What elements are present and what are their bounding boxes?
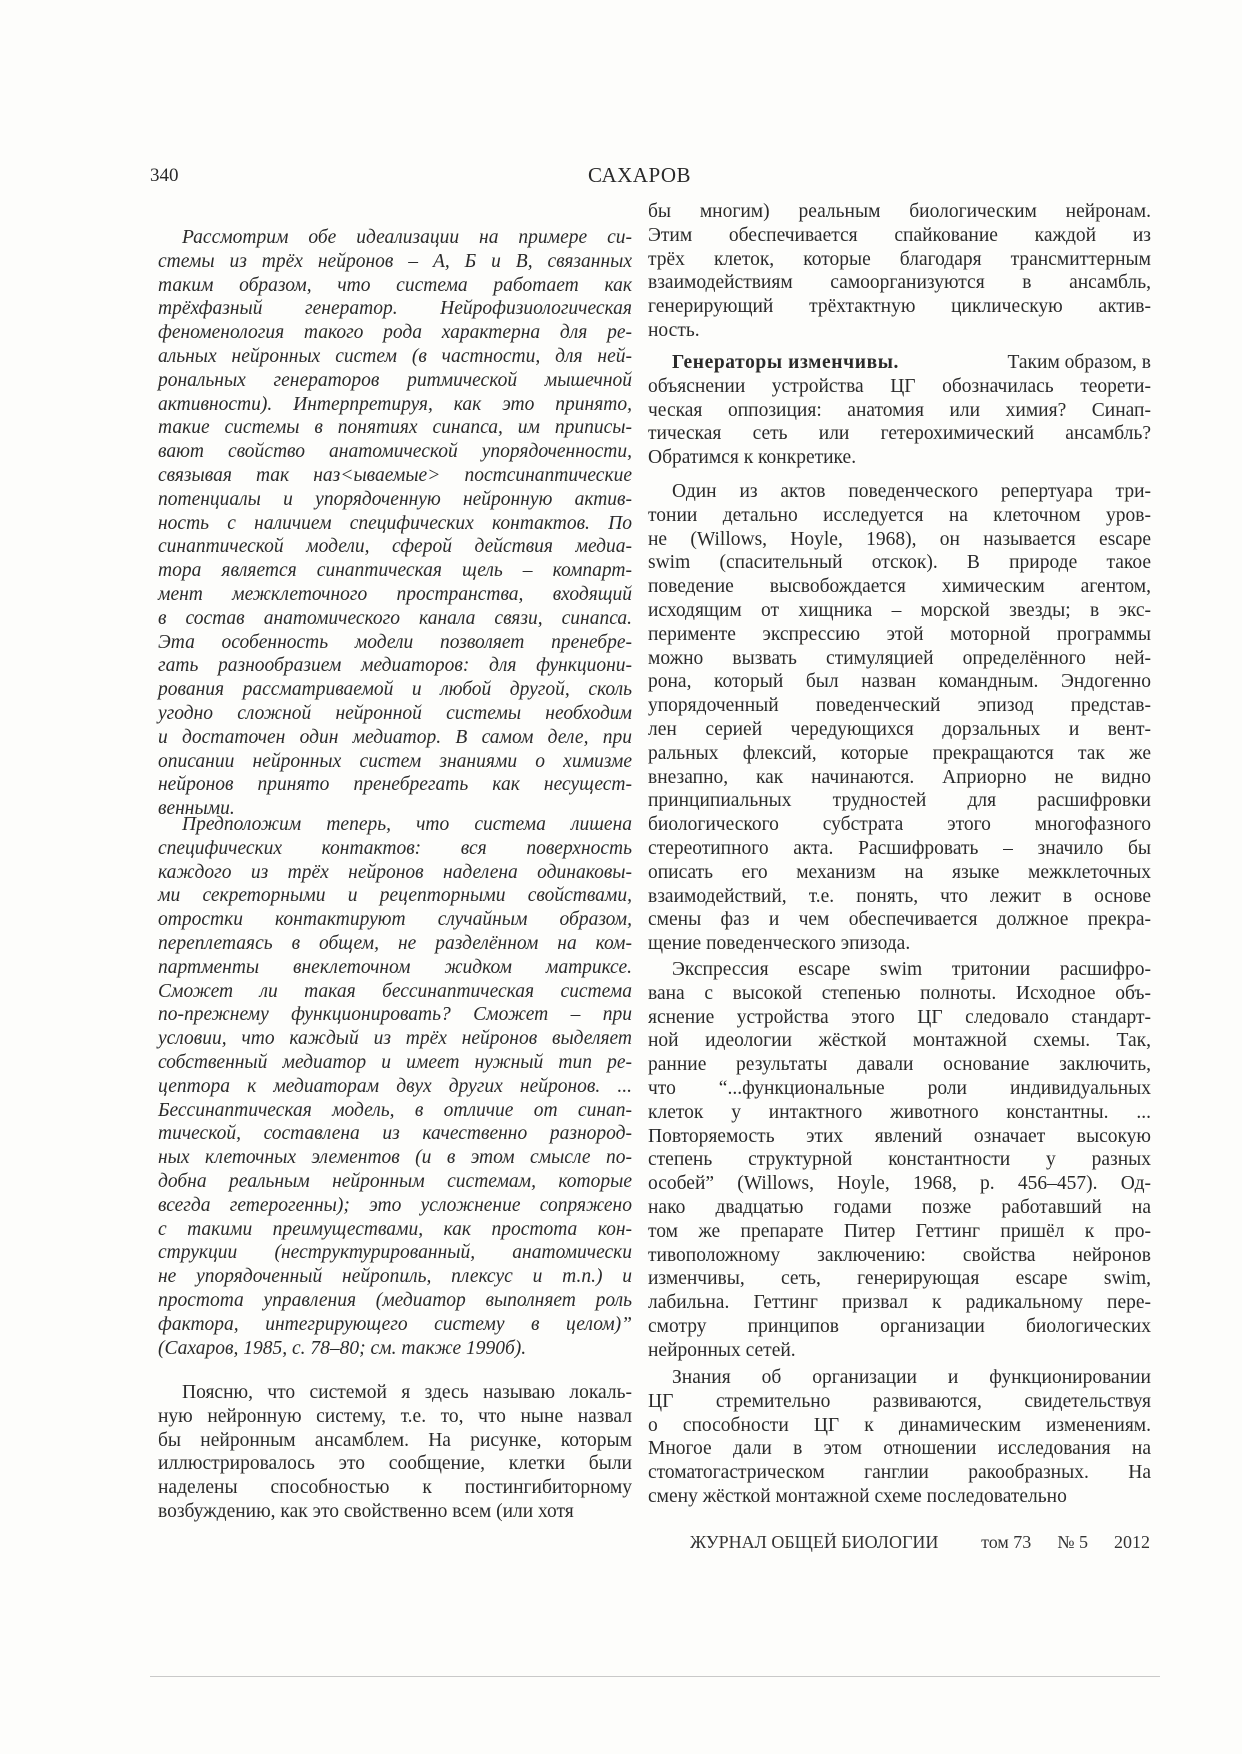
text-line bbox=[648, 718, 1151, 742]
line-text: условии, что каждый из трёх нейронов выделяет bbox=[158, 1028, 632, 1050]
text-line bbox=[158, 345, 632, 369]
text-line bbox=[648, 1006, 1151, 1030]
text-line bbox=[648, 1366, 1151, 1390]
line-text: связывая так наз<ываемые> постсинаптические bbox=[158, 464, 632, 486]
line-text: не упорядоченный нейропиль, плексус и т.п.) и bbox=[158, 1266, 632, 1288]
line-text: струкции (неструктурированный, анатомически bbox=[158, 1242, 632, 1264]
text-line bbox=[648, 599, 1151, 623]
text-line bbox=[158, 297, 632, 321]
text-line bbox=[158, 321, 632, 345]
line-text: перименте экспрессию этой моторной программы bbox=[648, 623, 1151, 645]
line-text: и достаточен один медиатор. В самом деле, при bbox=[158, 726, 632, 748]
text-line bbox=[158, 607, 632, 631]
text-line bbox=[158, 678, 632, 702]
line-text: Предположим теперь, что система лишена bbox=[182, 814, 632, 835]
line-text: Этим обеспечивается спайкование каждой из bbox=[648, 224, 1151, 246]
text-line bbox=[648, 813, 1151, 837]
text-line bbox=[648, 375, 1151, 399]
line-text: мент межклеточного пространства, входящий bbox=[158, 583, 632, 605]
text-line bbox=[648, 248, 1151, 272]
line-text: можно вызвать стимуляцией определённого ней- bbox=[648, 647, 1151, 669]
text-line bbox=[158, 369, 632, 393]
line-text: Таким образом, в bbox=[1002, 352, 1151, 373]
line-text: лен серией чередующихся дорзальных и вент- bbox=[648, 718, 1151, 740]
line-text: генерирующий трёхтактную циклическую актив- bbox=[648, 296, 1151, 318]
paragraph bbox=[648, 200, 1151, 343]
line-text: по-прежнему функционировать? Сможет – при bbox=[158, 1004, 632, 1026]
journal-year: 2012 bbox=[1114, 1532, 1150, 1552]
line-text: о способности ЦГ к динамическим изменениям. bbox=[648, 1414, 1151, 1436]
text-line bbox=[158, 274, 632, 298]
text-line bbox=[158, 837, 632, 861]
text-line bbox=[648, 351, 1151, 375]
paragraph bbox=[648, 958, 1151, 1363]
line-text: стемы из трёх нейронов – А, Б и В, связанных bbox=[158, 250, 632, 272]
text-line bbox=[648, 670, 1151, 694]
line-text: Рассмотрим обе идеализации на примере си- bbox=[182, 227, 632, 248]
text-line bbox=[158, 1099, 632, 1123]
text-line bbox=[158, 1027, 632, 1051]
text-line bbox=[158, 583, 632, 607]
line-text: тонии детально исследуется на клеточном уров- bbox=[648, 504, 1151, 526]
journal-title: ЖУРНАЛ ОБЩЕЙ БИОЛОГИИ bbox=[690, 1532, 939, 1552]
line-text: Один из актов поведенческого репертуара три- bbox=[672, 481, 1151, 502]
text-line bbox=[158, 1170, 632, 1194]
text-line bbox=[158, 1476, 632, 1500]
line-text: наделены способностью к постингибиторному bbox=[158, 1477, 632, 1499]
line-text: упорядоченный поведенческий эпизод представ- bbox=[648, 695, 1151, 717]
text-line bbox=[648, 295, 1151, 319]
text-line bbox=[648, 1196, 1151, 1220]
text-line bbox=[158, 773, 632, 797]
text-line bbox=[158, 1313, 632, 1337]
line-text: ных клеточных элементов (и в этом смысле по- bbox=[158, 1147, 632, 1169]
text-line bbox=[648, 766, 1151, 790]
line-text: отростки контактируют случайным образом, bbox=[158, 909, 632, 931]
text-line bbox=[648, 1077, 1151, 1101]
text-line bbox=[158, 932, 632, 956]
text-line bbox=[648, 446, 1151, 470]
text-line bbox=[648, 885, 1151, 909]
text-line bbox=[158, 559, 632, 583]
line-text: яснение устройства этого ЦГ следовало стандарт- bbox=[648, 1006, 1151, 1028]
line-text: внезапно, как начинаются. Априорно не видно bbox=[648, 766, 1151, 788]
line-text: феноменология такого рода характерна для ре- bbox=[158, 322, 632, 344]
text-line bbox=[648, 1461, 1151, 1485]
text-line bbox=[158, 980, 632, 1004]
line-text: возбуждению, как это свойственно всем (или хотя bbox=[158, 1500, 574, 1522]
journal-footer bbox=[690, 1532, 1150, 1553]
text-line bbox=[158, 416, 632, 440]
text-line bbox=[158, 250, 632, 274]
scan-edge-line bbox=[150, 1676, 1160, 1677]
text-line bbox=[158, 750, 632, 774]
line-text: смотру принципов организации биологических bbox=[648, 1315, 1151, 1337]
line-text: нейронов принято пренебрегать как несущест- bbox=[158, 774, 632, 796]
line-text: биологического субстрата этого многофазного bbox=[648, 814, 1151, 836]
text-line bbox=[158, 1003, 632, 1027]
line-text: венными. bbox=[158, 798, 235, 820]
line-text: swim (спасительный отскок). В природе такое bbox=[648, 552, 1151, 574]
text-line bbox=[648, 1390, 1151, 1414]
line-text: Эта особенность модели позволяет пренебре- bbox=[158, 631, 632, 653]
line-text: рона, который был назван командным. Эндогенно bbox=[648, 671, 1151, 693]
line-text: ность с наличием специфических контактов. По bbox=[158, 512, 632, 534]
text-line bbox=[648, 1148, 1151, 1172]
text-line bbox=[648, 861, 1151, 885]
text-line bbox=[158, 1289, 632, 1313]
text-line bbox=[648, 1101, 1151, 1125]
text-line bbox=[648, 319, 1151, 343]
text-line bbox=[158, 1194, 632, 1218]
line-text: смену жёсткой монтажной схеме последовательно bbox=[648, 1485, 1067, 1507]
text-line bbox=[158, 535, 632, 559]
text-line bbox=[648, 742, 1151, 766]
line-text: фактора, интегрирующего систему в целом)” bbox=[158, 1313, 632, 1335]
line-text: рования рассматриваемой и любой другой, сколь bbox=[158, 679, 632, 701]
journal-issue: № 5 bbox=[1057, 1532, 1088, 1552]
line-text: в состав анатомического канала связи, синапса. bbox=[158, 607, 632, 629]
line-text: тивоположному заключению: свойства нейронов bbox=[648, 1244, 1151, 1266]
line-text: объяснении устройства ЦГ обозначилась теорети- bbox=[648, 375, 1151, 397]
text-line bbox=[158, 631, 632, 655]
text-line bbox=[648, 982, 1151, 1006]
text-line bbox=[648, 575, 1151, 599]
text-line bbox=[158, 488, 632, 512]
line-text: бы нейронным ансамблем. На рисунке, которым bbox=[158, 1429, 632, 1451]
text-line bbox=[648, 1267, 1151, 1291]
line-text: особей” (Willows, Hoyle, 1968, p. 456–457). Од- bbox=[648, 1173, 1151, 1195]
text-line bbox=[158, 1146, 632, 1170]
line-text: специфических контактов: вся поверхность bbox=[158, 837, 632, 859]
line-text: Сможет ли такая бессинаптическая система bbox=[158, 980, 632, 1002]
text-line bbox=[158, 1452, 632, 1476]
line-text: стереотипного акта. Расшифровать – значило бы bbox=[648, 837, 1151, 859]
line-text: взаимодействиям самоорганизуются в ансамбль, bbox=[648, 272, 1151, 294]
text-line bbox=[648, 1291, 1151, 1315]
text-line bbox=[648, 1315, 1151, 1339]
line-text: стоматогастрическом ганглии ракообразных. На bbox=[648, 1462, 1151, 1484]
text-line bbox=[648, 200, 1151, 224]
line-text: Экспрессия escape swim тритонии расшифро- bbox=[672, 959, 1151, 980]
text-line bbox=[158, 1429, 632, 1453]
line-text: ральных флексий, которые прекращаются так же bbox=[648, 742, 1151, 764]
text-line bbox=[648, 1339, 1151, 1363]
paragraph bbox=[648, 351, 1151, 470]
text-line bbox=[158, 861, 632, 885]
line-text: (Сахаров, 1985, с. 78–80; см. также 1990б). bbox=[158, 1337, 527, 1359]
journal-volume: том 73 bbox=[981, 1532, 1032, 1552]
line-text: вана с высокой степенью полноты. Исходное объ- bbox=[648, 982, 1151, 1004]
text-line bbox=[648, 1220, 1151, 1244]
paragraph bbox=[158, 226, 632, 821]
line-text: изменчивы, сеть, генерирующая escape swim, bbox=[648, 1268, 1151, 1290]
line-text: принципиальных трудностей для расшифровки bbox=[648, 790, 1151, 812]
text-line bbox=[648, 504, 1151, 528]
paragraph bbox=[158, 813, 632, 1360]
text-line bbox=[648, 958, 1151, 982]
line-text: угодно сложной нейронной системы необходим bbox=[158, 702, 632, 724]
line-text: ранние результаты давали основание заключить, bbox=[648, 1054, 1151, 1076]
text-line bbox=[648, 1172, 1151, 1196]
text-line bbox=[158, 1500, 632, 1524]
text-line bbox=[648, 224, 1151, 248]
text-line bbox=[648, 908, 1151, 932]
line-text: альных нейронных систем (в частности, для ней- bbox=[158, 345, 632, 367]
line-text: ческая оппозиция: анатомия или химия? Синап- bbox=[648, 399, 1151, 421]
line-text: щение поведенческого эпизода. bbox=[648, 933, 911, 955]
running-head: САХАРОВ bbox=[588, 163, 692, 187]
paragraph bbox=[158, 1381, 632, 1524]
text-line bbox=[648, 837, 1151, 861]
line-text: партменты внеклеточном жидком матриксе. bbox=[158, 956, 632, 978]
line-text: трёх клеток, которые благодаря трансмиттерным bbox=[648, 248, 1151, 270]
line-text: такие системы в понятиях синапса, им приписы- bbox=[158, 417, 632, 439]
text-line bbox=[158, 813, 632, 837]
text-line bbox=[648, 422, 1151, 446]
line-text: иллюстрировалось это сообщение, клетки были bbox=[158, 1453, 632, 1475]
line-text: потенциалы и упорядоченную нейронную актив- bbox=[158, 488, 632, 510]
line-text: ную нейронную систему, т.е. то, что ныне назвал bbox=[158, 1405, 632, 1427]
text-line bbox=[158, 1075, 632, 1099]
line-text: Повторяемость этих явлений означает высокую bbox=[648, 1125, 1151, 1147]
paragraph bbox=[648, 480, 1151, 956]
line-text: ЦГ стремительно развиваются, свидетельствуя bbox=[648, 1390, 1151, 1412]
text-line bbox=[648, 1414, 1151, 1438]
line-text: рональных генераторов ритмической мышечной bbox=[158, 369, 632, 391]
text-line bbox=[158, 1241, 632, 1265]
text-line bbox=[158, 726, 632, 750]
text-line bbox=[648, 399, 1151, 423]
text-line bbox=[158, 1265, 632, 1289]
text-line bbox=[648, 623, 1151, 647]
text-line bbox=[648, 480, 1151, 504]
line-text: степень структурной константности у разных bbox=[648, 1149, 1151, 1171]
line-text: Бессинаптическая модель, в отличие от синап- bbox=[158, 1099, 632, 1121]
line-text: ной идеологии жёсткой монтажной схемы. Так, bbox=[648, 1030, 1151, 1052]
text-line bbox=[158, 884, 632, 908]
line-text: исходящим от хищника – морской звезды; в экс- bbox=[648, 599, 1151, 621]
line-text: не (Willows, Hoyle, 1968), он называется escape bbox=[648, 528, 1151, 550]
text-line bbox=[648, 1053, 1151, 1077]
text-line bbox=[648, 1244, 1151, 1268]
line-text: описать его механизм на языке межклеточных bbox=[648, 861, 1151, 883]
line-text: трёхфазный генератор. Нейрофизиологическая bbox=[158, 298, 632, 320]
text-line bbox=[158, 464, 632, 488]
text-line bbox=[648, 271, 1151, 295]
text-line bbox=[158, 393, 632, 417]
text-line bbox=[158, 1381, 632, 1405]
page-number: 340 bbox=[150, 165, 179, 186]
line-text: смены фаз и чем обеспечивается должное прекра- bbox=[648, 909, 1151, 931]
line-text: том же препарате Питер Геттинг пришёл к про- bbox=[648, 1220, 1151, 1242]
line-text: добна реальным нейронным системам, которые bbox=[158, 1170, 632, 1192]
text-line bbox=[158, 908, 632, 932]
line-text: Обратимся к конкретике. bbox=[648, 447, 857, 469]
line-text: всегда гетерогенны); это усложнение сопряжено bbox=[158, 1194, 632, 1216]
text-line bbox=[158, 1051, 632, 1075]
line-text: бы многим) реальным биологическим нейронам. bbox=[648, 201, 1151, 222]
line-text: ми секреторными и рецепторными свойствами, bbox=[158, 885, 632, 907]
line-text: тическая сеть или гетерохимический ансамбль? bbox=[648, 423, 1151, 445]
line-text: тора является синаптическая щель – компарт- bbox=[158, 560, 632, 582]
text-line bbox=[648, 551, 1151, 575]
line-text: клеток у интактного животного константны. ... bbox=[648, 1101, 1151, 1123]
line-text: нейронных сетей. bbox=[648, 1339, 796, 1361]
line-text: что “...функциональные роли индивидуальных bbox=[648, 1077, 1151, 1099]
line-text: гать разнообразием медиаторов: для функциони- bbox=[158, 655, 632, 677]
line-text: нако двадцатью годами позже работавший на bbox=[648, 1196, 1151, 1218]
line-text: лабильна. Геттинг призвал к радикальному пере- bbox=[648, 1292, 1151, 1314]
line-text: Многое дали в этом отношении исследования на bbox=[648, 1438, 1151, 1460]
line-text: цептора к медиаторам двух других нейронов. ... bbox=[158, 1075, 632, 1097]
line-text: вают свойство анатомической упорядоченности, bbox=[158, 441, 632, 463]
text-line bbox=[648, 789, 1151, 813]
line-text: описании нейронных систем знаниями о химизме bbox=[158, 750, 632, 772]
text-line bbox=[648, 528, 1151, 552]
line-text: поведение высвобождается химическим агентом, bbox=[648, 576, 1151, 598]
text-line bbox=[158, 512, 632, 536]
text-line bbox=[158, 956, 632, 980]
text-line bbox=[648, 932, 1151, 956]
text-line bbox=[158, 1218, 632, 1242]
text-line bbox=[158, 1405, 632, 1429]
line-text: тической, составлена из качественно разнород- bbox=[158, 1123, 632, 1145]
line-text: таким образом, что система работает как bbox=[158, 274, 632, 296]
text-line bbox=[648, 647, 1151, 671]
text-line bbox=[158, 226, 632, 250]
line-text: ность. bbox=[648, 319, 700, 341]
line-text: Поясню, что системой я здесь называю локаль- bbox=[182, 1382, 632, 1403]
line-text: каждого из трёх нейронов наделена одинаковы- bbox=[158, 861, 632, 883]
section-lead-heading: Генераторы изменчивы. bbox=[672, 352, 900, 373]
line-text: переплетаясь в общем, не разделённом на ком- bbox=[158, 932, 632, 954]
text-line bbox=[158, 1337, 632, 1361]
line-text: Знания об организации и функционировании bbox=[672, 1367, 1151, 1388]
line-text: с такими преимуществами, как простота кон- bbox=[158, 1218, 632, 1240]
text-line bbox=[648, 694, 1151, 718]
text-line bbox=[648, 1485, 1151, 1509]
line-text: синаптической модели, сферой действия медиа- bbox=[158, 536, 632, 558]
text-line bbox=[648, 1125, 1151, 1149]
text-line bbox=[648, 1029, 1151, 1053]
text-line bbox=[158, 440, 632, 464]
text-line bbox=[648, 1437, 1151, 1461]
text-line bbox=[158, 654, 632, 678]
paragraph bbox=[648, 1366, 1151, 1509]
text-line bbox=[158, 1122, 632, 1146]
line-text: активности). Интерпретируя, как это принято, bbox=[158, 393, 632, 415]
line-text: собственный медиатор и имеет нужный тип ре- bbox=[158, 1051, 632, 1073]
text-line bbox=[158, 702, 632, 726]
line-text: взаимодействий, т.е. понять, что лежит в основе bbox=[648, 885, 1151, 907]
line-text: простота управления (медиатор выполняет роль bbox=[158, 1289, 632, 1311]
